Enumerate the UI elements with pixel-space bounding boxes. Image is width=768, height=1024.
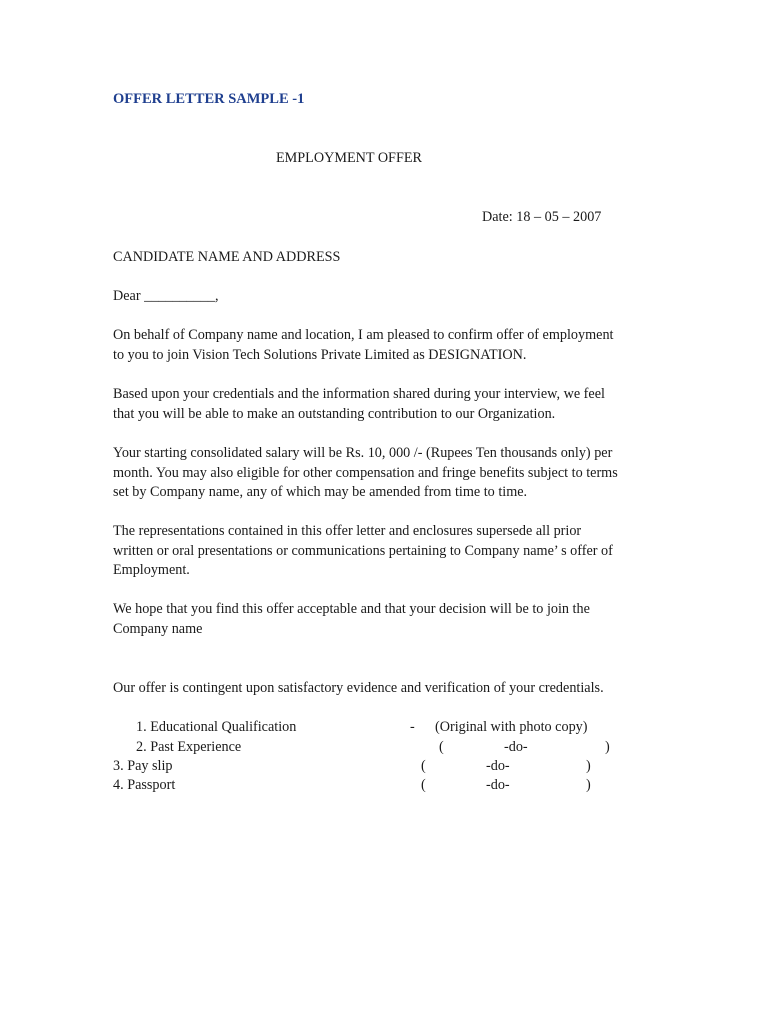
- requirement-label: 1. Educational Qualification: [136, 719, 297, 735]
- paragraph-contingent: [113, 679, 673, 699]
- requirement-open-paren: (: [421, 758, 426, 774]
- paragraph-line: set by Company name, any of which may be amended from time to time.: [113, 484, 528, 500]
- paragraph-offer: [113, 326, 673, 365]
- requirement-open-paren: (: [421, 777, 426, 793]
- paragraph-line: to you to join Vision Tech Solutions Private Limited as DESIGNATION.: [113, 346, 527, 363]
- paragraph-line: written or oral presentations or communications pertaining to Company name’ s offer of: [113, 542, 613, 559]
- paragraph-line: Your starting consolidated salary will be Rs. 10, 000 /- (Rupees Ten thousands only) per: [113, 445, 613, 461]
- letter-date: Date: 18 – 05 – 2007: [482, 209, 602, 225]
- requirement-note: -do-: [504, 739, 528, 755]
- paragraph-line: The representations contained in this offer letter and enclosures supersede all prior: [113, 523, 582, 539]
- requirement-label: 2. Past Experience: [136, 739, 242, 755]
- candidate-name-address: CANDIDATE NAME AND ADDRESS: [113, 249, 341, 265]
- requirement-close-paren: ): [586, 758, 591, 774]
- requirement-note: -do-: [486, 758, 510, 774]
- paragraph-representations: [113, 522, 673, 581]
- paragraph-line: month. You may also eligible for other compensation and fringe benefits subject to terms: [113, 464, 618, 481]
- requirement-open-paren: (: [439, 739, 444, 755]
- paragraph-line: Based upon your credentials and the information shared during your interview, we feel: [113, 386, 605, 402]
- letter-heading: EMPLOYMENT OFFER: [276, 150, 422, 166]
- paragraph-line: On behalf of Company name and location, I am pleased to confirm offer of employment: [113, 327, 614, 343]
- paragraph-acceptance: [113, 600, 673, 639]
- requirement-label: 4. Passport: [113, 777, 176, 793]
- requirement-note: -do-: [486, 777, 510, 793]
- paragraph-line: Our offer is contingent upon satisfactory evidence and verification of your credentials.: [113, 680, 604, 696]
- requirement-close-paren: ): [605, 739, 610, 755]
- paragraph-line: that you will be able to make an outstanding contribution to our Organization.: [113, 405, 556, 422]
- paragraph-salary: [113, 444, 673, 503]
- paragraph-line: Company name: [113, 620, 203, 637]
- paragraph-line: We hope that you find this offer acceptable and that your decision will be to join the: [113, 601, 590, 617]
- requirement-separator: -: [410, 719, 415, 735]
- paragraph-credentials: [113, 385, 673, 424]
- paragraph-line: Employment.: [113, 562, 190, 578]
- requirement-close-paren: ): [586, 777, 591, 793]
- salutation: Dear __________,: [113, 288, 219, 304]
- letter-title: OFFER LETTER SAMPLE -1: [113, 91, 305, 107]
- requirement-label: 3. Pay slip: [113, 758, 173, 774]
- requirement-note: (Original with photo copy): [435, 719, 588, 735]
